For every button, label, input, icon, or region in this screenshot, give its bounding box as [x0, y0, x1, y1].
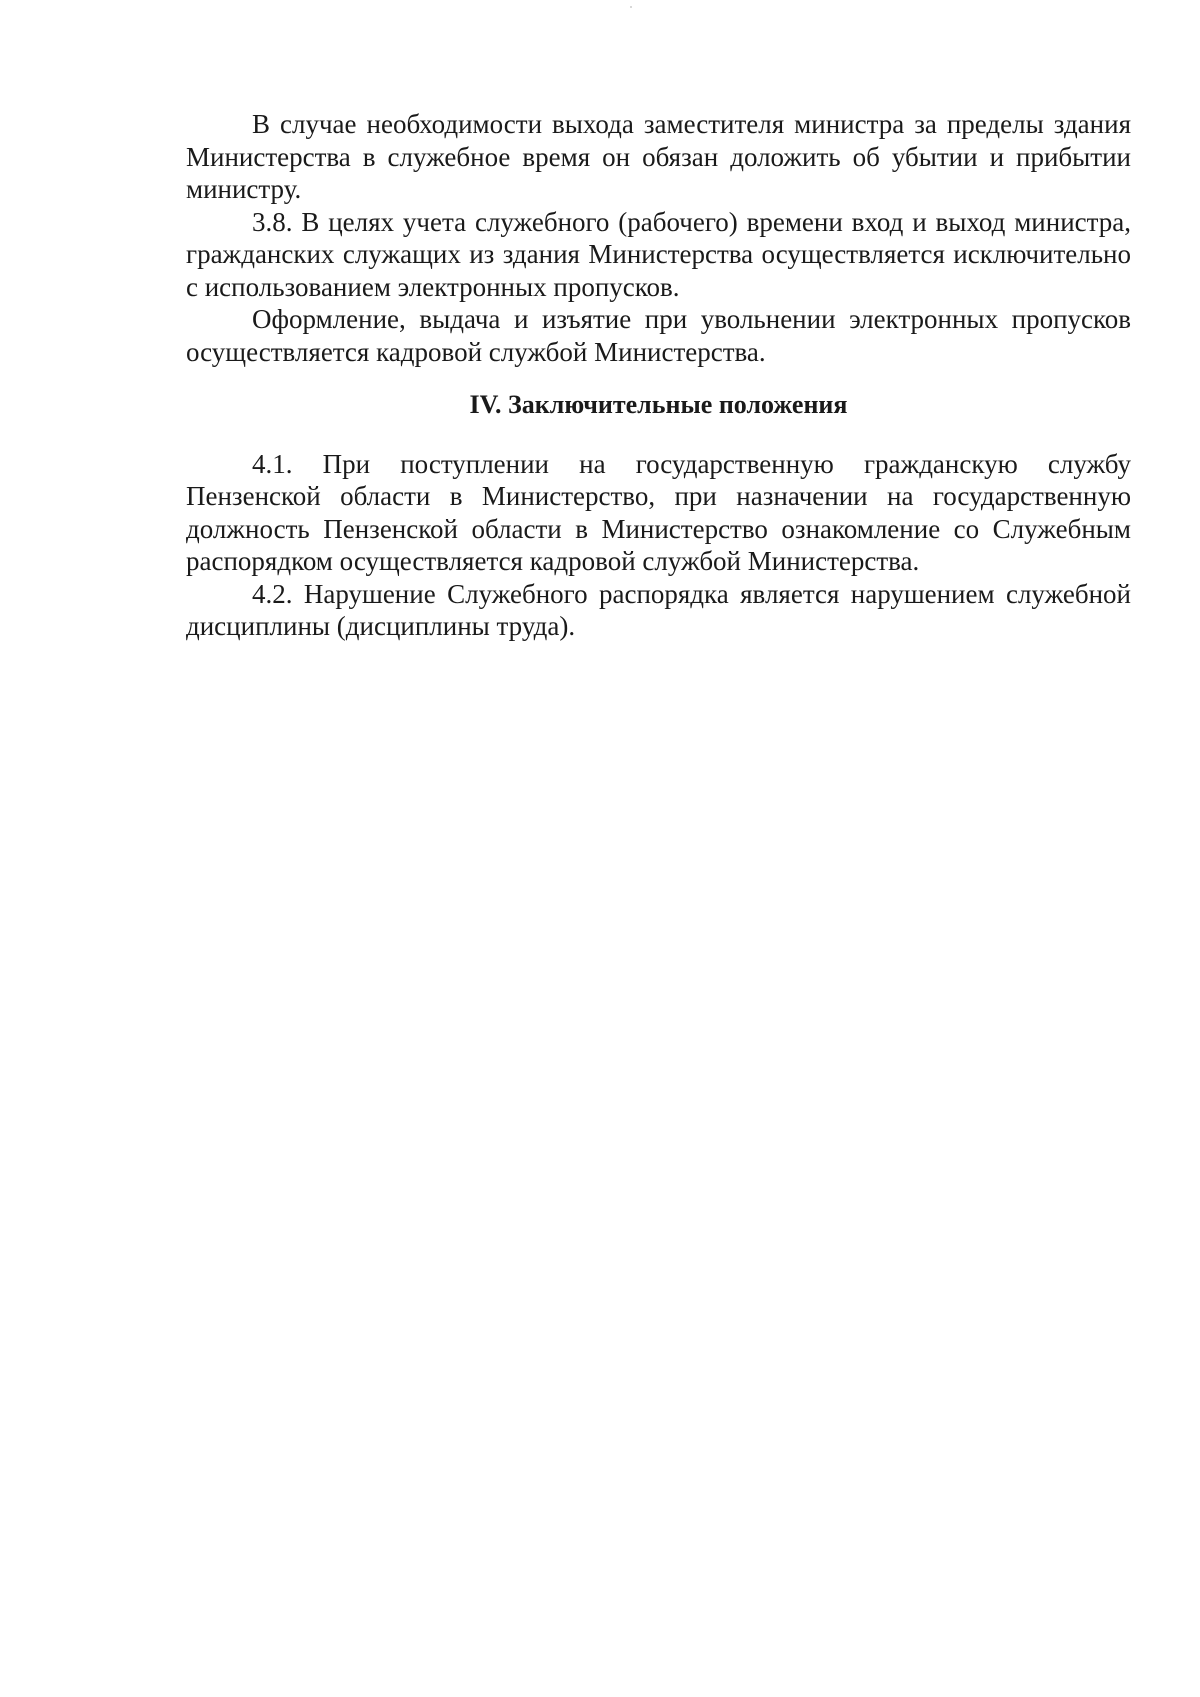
paragraph-4-1: 4.1. При поступлении на государственную гражданскую службу Пензенской области в Министерство, при назначении на государственную должность Пензенской области в Министерство ознакомление со Служебным распорядком осуществляется кадровой службой Министерства.	[186, 448, 1131, 576]
document-body	[186, 108, 1131, 643]
paragraph-4-2: 4.2. Нарушение Служебного распорядка является нарушением служебной дисциплины (дисциплины труда).	[186, 578, 1131, 641]
scan-artifact	[630, 6, 632, 8]
paragraph-3-8: 3.8. В целях учета служебного (рабочего) времени вход и выход министра, гражданских служащих из здания Министерства осуществляется исключительно с использованием электронных пропусков.	[186, 206, 1131, 302]
paragraph-passes-issuance: Оформление, выдача и изъятие при увольнении электронных пропусков осуществляется кадровой службой Министерства.	[186, 304, 1131, 367]
paragraph-deputy-leaving: В случае необходимости выхода заместителя министра за пределы здания Министерства в служебное время он обязан доложить об убытии и прибытии министру.	[186, 109, 1131, 204]
section-heading: IV. Заключительные положения	[469, 390, 848, 419]
